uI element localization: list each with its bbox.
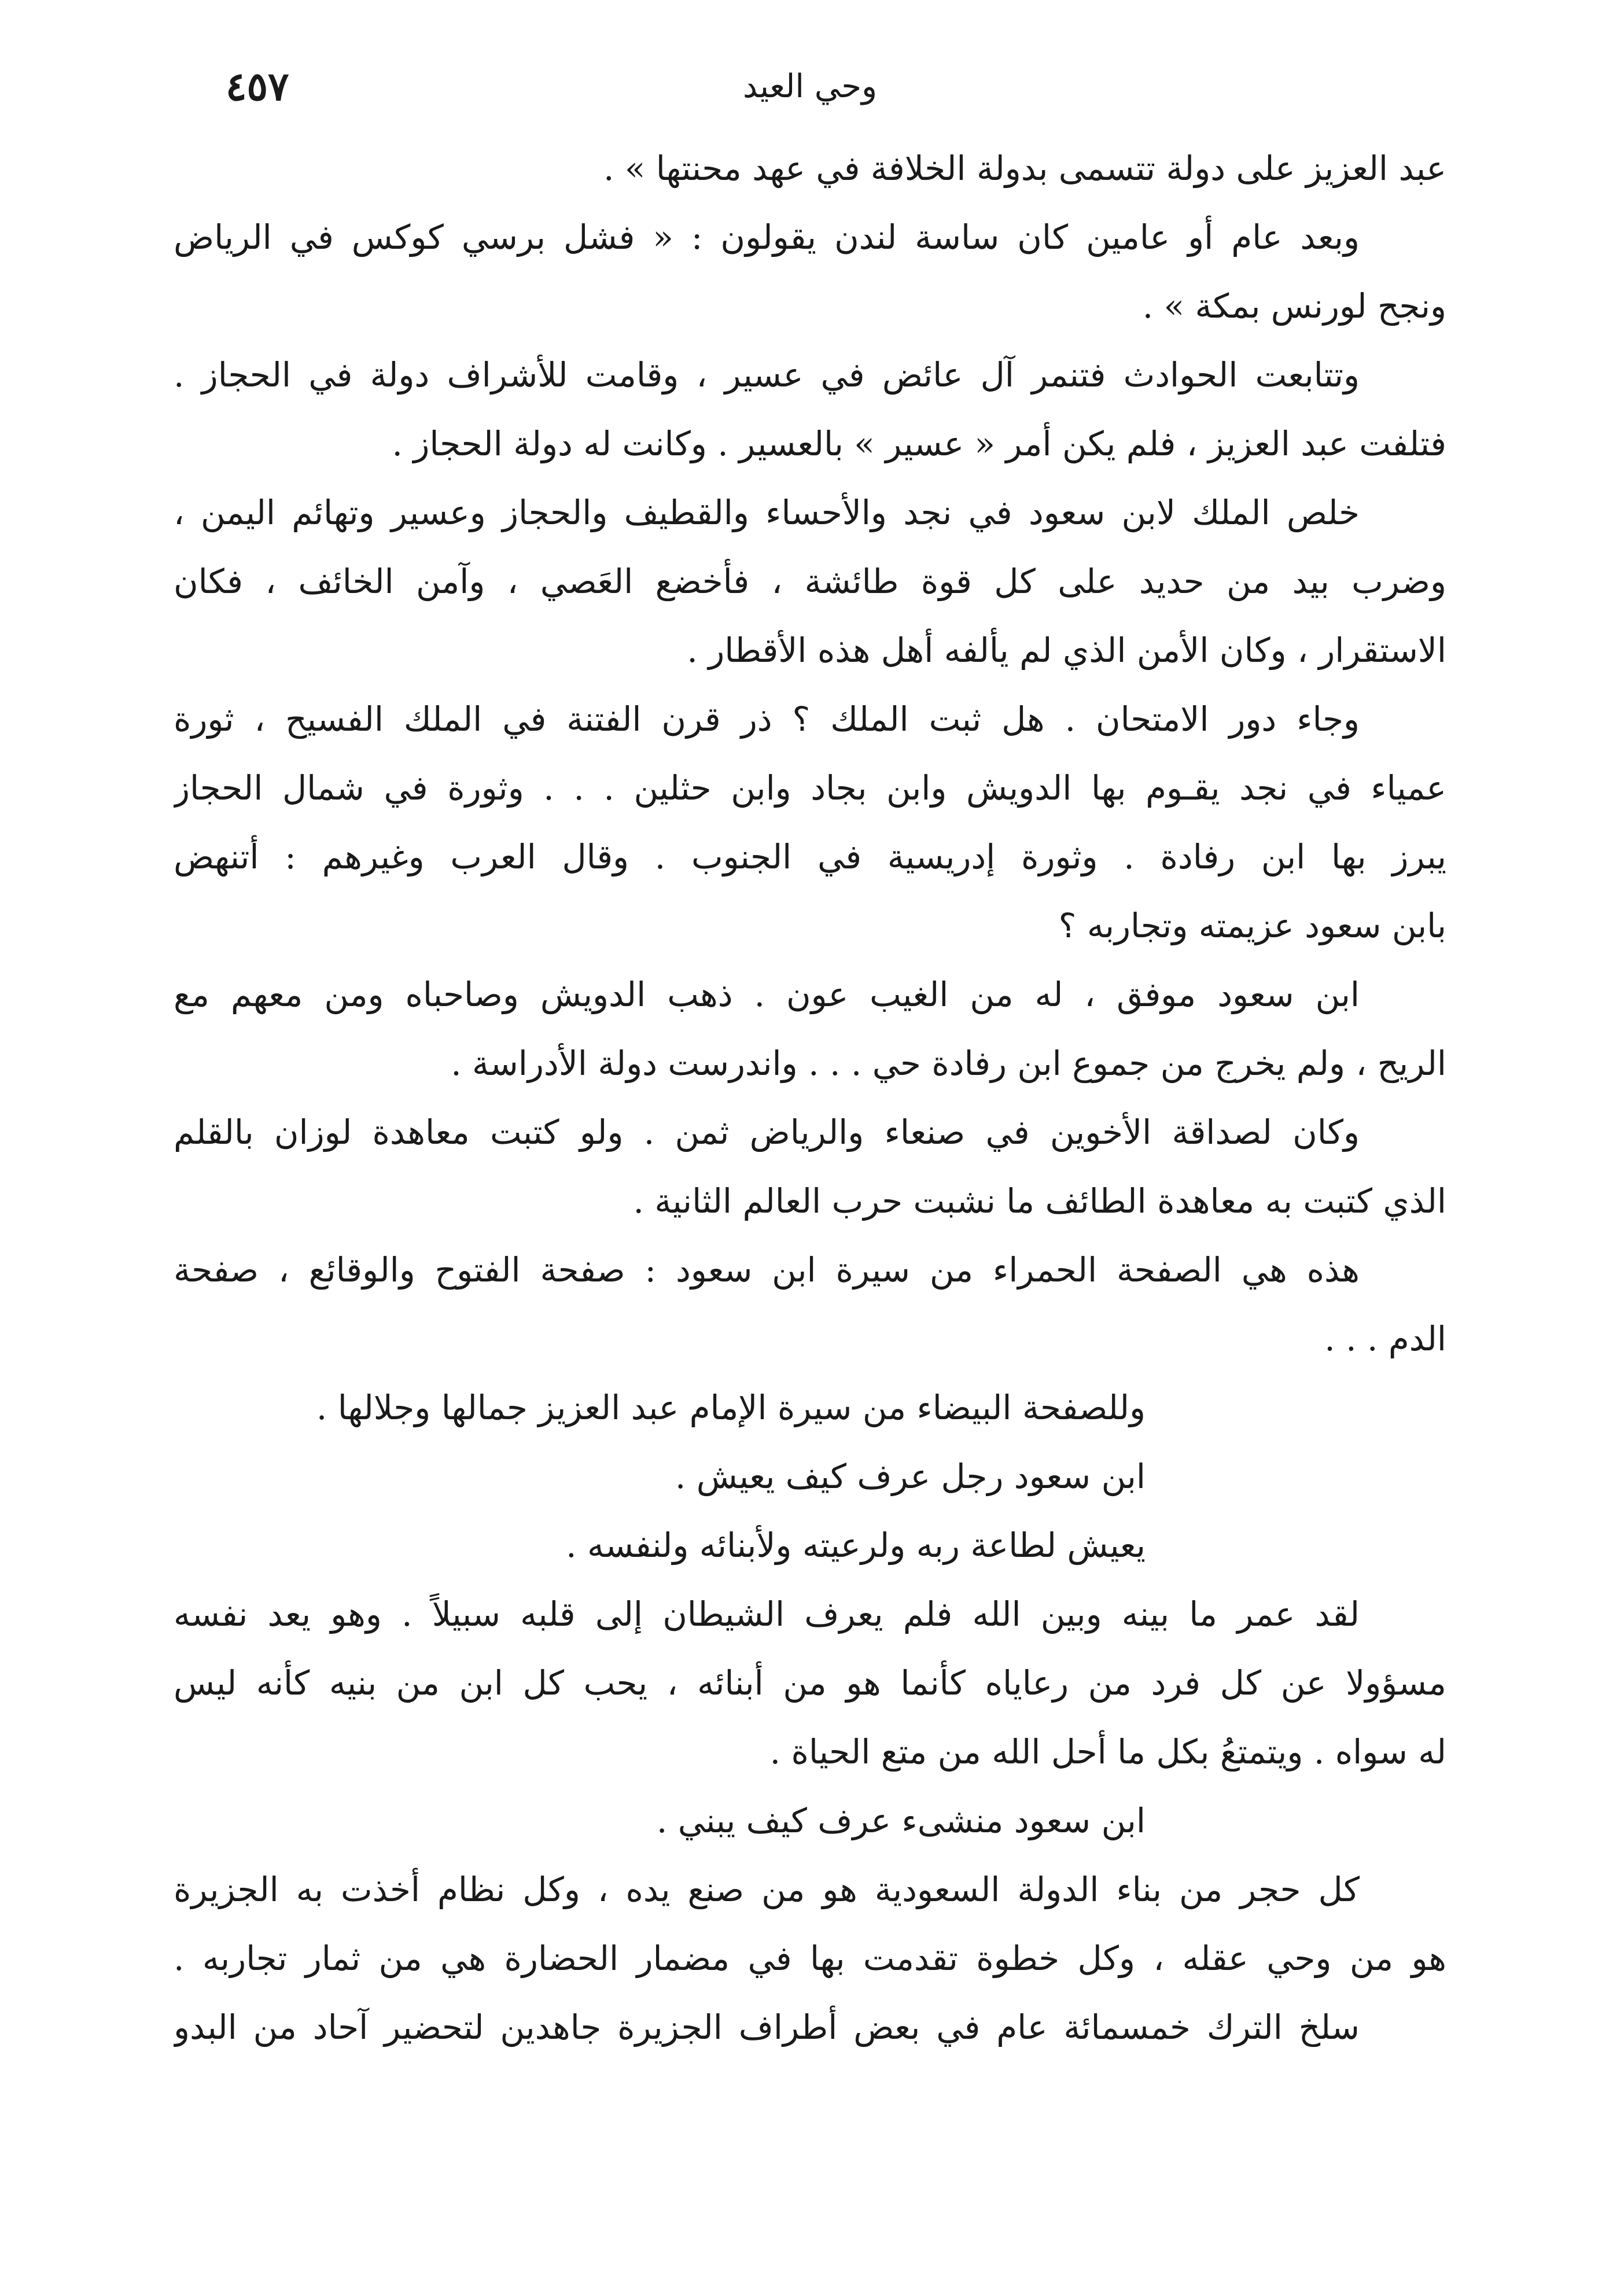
text-line: ونجح لورنس بمكة » .	[1142, 286, 1446, 326]
text-line: ابن سعود موفق ، له من الغيب عون . ذهب الدويش وصاحباه ومن معهم مع	[174, 975, 1360, 1014]
text-line: هذه هي الصفحة الحمراء من سيرة ابن سعود : صفحة الفتوح والوقائع ، صفحة	[174, 1250, 1360, 1290]
text-line: وبعد عام أو عامين كان ساسة لندن يقولون : « فشل برسي كوكس في الرياض	[174, 218, 1360, 257]
text-line: وتتابعت الحوادث فتنمر آل عائض في عسير ، وقامت للأشراف دولة في الحجاز .	[174, 355, 1360, 395]
body-text	[174, 134, 1446, 2062]
text-line: بابن سعود عزيمته وتجاربه ؟	[1058, 906, 1446, 945]
text-line: خلص الملك لابن سعود في نجد والأحساء والقطيف والحجاز وعسير وتهائم اليمن ،	[174, 493, 1360, 532]
text-line: الريح ، ولم يخرج من جموع ابن رفادة حي . . . واندرست دولة الأدراسة .	[451, 1044, 1446, 1083]
text-line: لقد عمر ما بينه وبين الله فلم يعرف الشيطان إلى قلبه سبيلاً . وهو يعد نفسه	[174, 1594, 1360, 1634]
page-number: ٤٥٧	[226, 64, 289, 110]
text-line: فتلفت عبد العزيز ، فلم يكن أمر « عسير » بالعسير . وكانت له دولة الحجاز .	[392, 424, 1446, 463]
text-line: له سواه . ويتمتعُ بكل ما أحل الله من متع الحياة .	[769, 1732, 1446, 1772]
text-line: وللصفحة البيضاء من سيرة الإمام عبد العزيز جمالها وجلالها .	[316, 1388, 1146, 1427]
text-line: الاستقرار ، وكان الأمن الذي لم يألفه أهل هذه الأقطار .	[687, 631, 1446, 670]
text-line: عمياء في نجد يقـوم بها الدويش وابن بجاد وابن حثلين . . . وثورة في شمال الحجاز	[174, 768, 1446, 808]
text-line: وجاء دور الامتحان . هل ثبت الملك ؟ ذر قرن الفتنة في الملك الفسيح ، ثورة	[174, 699, 1360, 739]
text-line: مسؤولا عن كل فرد من رعاياه كأنما هو من أبنائه ، يحب كل ابن من بنيه كأنه ليس	[174, 1663, 1446, 1703]
text-line: كل حجر من بناء الدولة السعودية هو من صنع يده ، وكل نظام أخذت به الجزيرة	[174, 1870, 1360, 1909]
text-line: الذي كتبت به معاهدة الطائف ما نشبت حرب العالم الثانية .	[633, 1181, 1446, 1221]
text-line: ابن سعود منشىء عرف كيف يبني .	[656, 1801, 1146, 1840]
text-line: عبد العزيز على دولة تتسمى بدولة الخلافة في عهد محنتها » .	[603, 149, 1446, 188]
text-line: هو من وحي عقله ، وكل خطوة تقدمت بها في مضمار الحضارة هي من ثمار تجاربه .	[174, 1939, 1446, 1978]
text-line: وكان لصداقة الأخوين في صنعاء والرياض ثمن . ولو كتبت معاهدة لوزان بالقلم	[174, 1113, 1360, 1152]
text-line: ابن سعود رجل عرف كيف يعيش .	[675, 1457, 1146, 1496]
text-line: يعيش لطاعة ربه ولرعيته ولأبنائه ولنفسه .	[566, 1526, 1146, 1565]
text-line: وضرب بيد من حديد على كل قوة طائشة ، فأخضع العَصي ، وآمن الخائف ، فكان	[174, 562, 1446, 601]
text-line: سلخ الترك خمسمائة عام في بعض أطراف الجزيرة جاهدين لتحضير آحاد من البدو	[174, 2008, 1360, 2047]
text-line: يبرز بها ابن رفادة . وثورة إدريسية في الجنوب . وقال العرب وغيرهم : أتنهض	[174, 837, 1446, 876]
page-header	[174, 55, 1446, 119]
running-title: وحي العيد	[742, 68, 878, 105]
text-line: الدم . . .	[1324, 1319, 1446, 1358]
